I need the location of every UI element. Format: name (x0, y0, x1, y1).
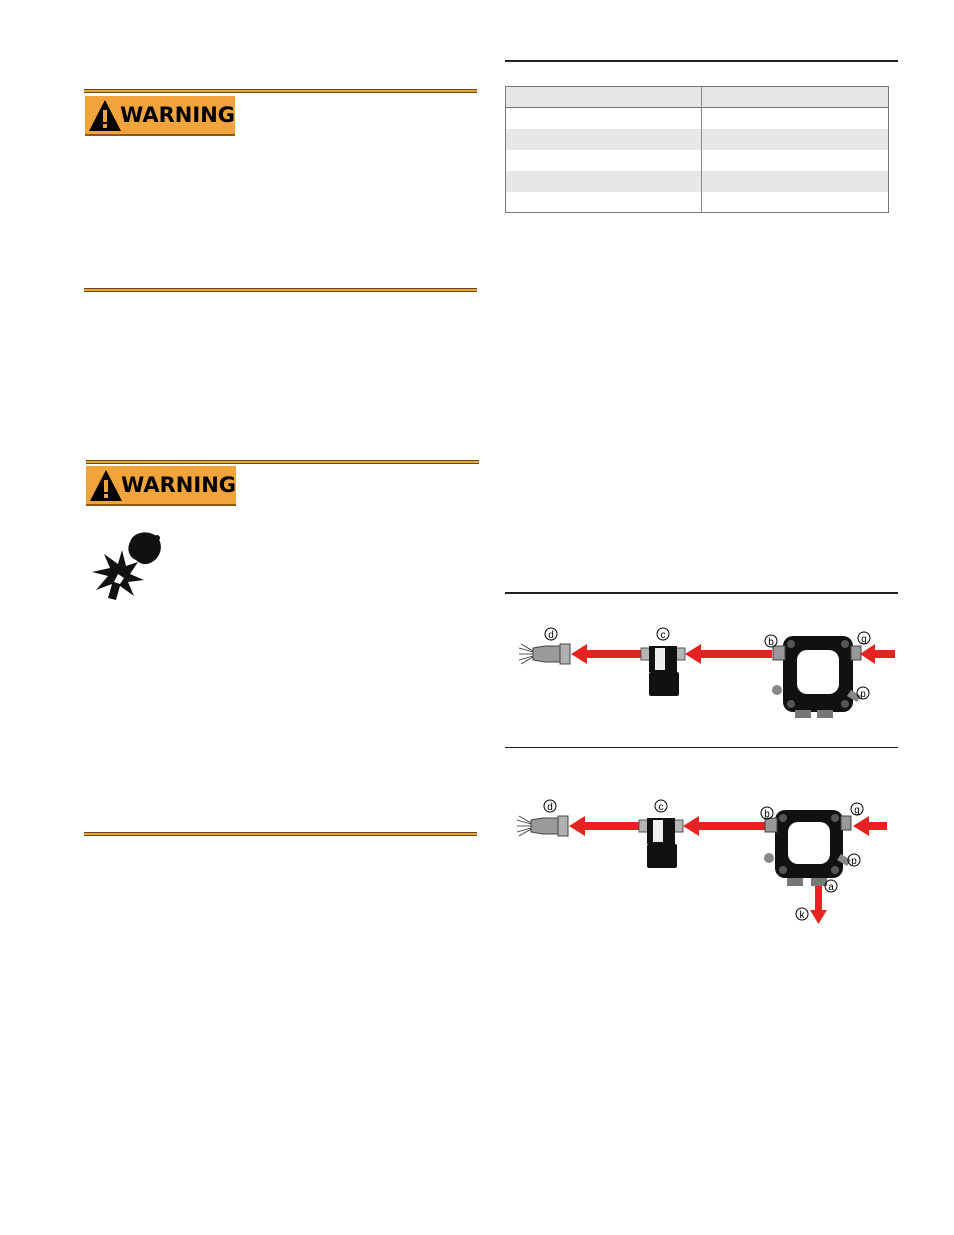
flow-arrow-head (860, 644, 875, 664)
table-row (506, 129, 889, 150)
callout-pump-inlet: g (854, 805, 860, 816)
table-top-rule (505, 60, 898, 62)
flow-arrow (873, 650, 895, 658)
flow-arrow-head (683, 816, 699, 836)
section-rule-3 (86, 460, 479, 464)
diagram-top-rule (505, 592, 898, 594)
pump-icon (772, 636, 861, 718)
warning-badge-2 (86, 466, 236, 506)
table-header-row (506, 87, 889, 108)
table-header-cell (702, 87, 889, 108)
table-header-cell (506, 87, 702, 108)
warning-triangle-icon (86, 465, 125, 505)
section-rule-4 (84, 832, 477, 836)
callout-nozzle: d (547, 802, 553, 813)
callout-return-port: a (828, 882, 834, 893)
diagram-separator (505, 747, 898, 748)
nozzle-icon (517, 816, 568, 836)
warning-badge-1 (85, 96, 235, 136)
callout-valve: c (658, 802, 664, 813)
return-flow-arrow-head (810, 910, 827, 924)
flow-arrow-head (685, 644, 701, 664)
warning-triangle-icon (85, 95, 124, 135)
table-row (506, 192, 889, 213)
table-cell (506, 171, 702, 192)
callout-valve: c (660, 630, 666, 641)
warning-label: WARNING (120, 103, 235, 127)
table-cell (506, 192, 702, 213)
flow-arrow (700, 650, 772, 658)
table-cell (702, 150, 889, 171)
pump-icon (764, 810, 851, 886)
diagram-two-pipe (505, 792, 898, 932)
callout-nozzle: d (548, 630, 554, 641)
table-cell (702, 171, 889, 192)
callout-pressure-port: p (860, 689, 866, 700)
diagram-single-pipe (505, 620, 898, 720)
flow-arrow (867, 822, 887, 830)
table-cell (506, 108, 702, 129)
callout-return-line: k (799, 910, 805, 921)
warning-label: WARNING (121, 473, 236, 497)
return-flow-arrow (815, 886, 822, 912)
flow-arrow (583, 822, 639, 830)
callout-pump-inlet: g (861, 634, 867, 645)
explosion-hazard-icon (90, 528, 166, 600)
flow-arrow-head (571, 644, 587, 664)
callout-pump-outlet: b (768, 637, 774, 648)
nozzle-icon (519, 644, 570, 664)
table-row (506, 171, 889, 192)
flow-arrow (585, 650, 641, 658)
section-rule-2 (84, 288, 477, 292)
flow-arrow (697, 822, 767, 830)
flow-arrow-head (853, 816, 869, 836)
table-cell (702, 192, 889, 213)
table-cell (702, 108, 889, 129)
spec-table (505, 86, 889, 213)
table-cell (506, 150, 702, 171)
table-cell (702, 129, 889, 150)
section-rule-top (84, 89, 477, 93)
table-cell (506, 129, 702, 150)
table-row (506, 108, 889, 129)
flow-arrow-head (569, 816, 585, 836)
valve-icon (639, 818, 683, 868)
table-row (506, 150, 889, 171)
valve-icon (641, 646, 685, 696)
callout-pressure-port: p (851, 856, 857, 867)
callout-pump-outlet: b (764, 809, 770, 820)
